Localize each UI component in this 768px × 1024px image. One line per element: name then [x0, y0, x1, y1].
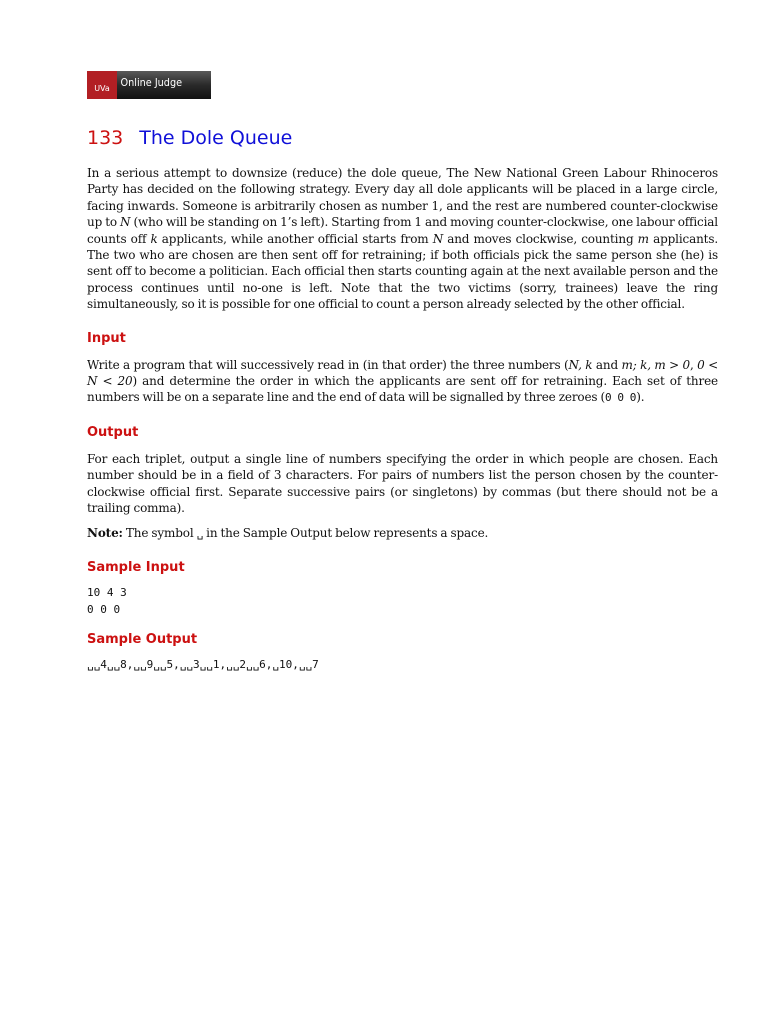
problem-body — [87, 165, 718, 673]
problem-number: 133 — [87, 127, 124, 149]
sample-input-block: 10 4 3 0 0 0 — [87, 585, 127, 616]
problem-name: The Dole Queue — [139, 127, 293, 149]
input-paragraph: Write a program that will successively read in (in that order) the three numbers (N, k and m; k, m > 0, 0 < N < 20) and determine the order in which the applicants are sent off for retraining. Each set of three numbers will be on a separate line and the end of data will be signalled by three zeroes (0 0 0). — [87, 357, 718, 405]
sample-output-heading: Sample Output — [87, 631, 198, 647]
note-paragraph: Note: The symbol ␣ in the Sample Output below represents a space. — [87, 525, 489, 540]
logo-text: Online Judge — [120, 75, 183, 89]
online-judge-logo — [87, 71, 211, 99]
problem-title — [87, 127, 292, 149]
output-heading: Output — [87, 424, 139, 440]
output-paragraph: For each triplet, output a single line of numbers specifying the order in which people are chosen. Each number should be in a field of 3 characters. For pairs of numbers list the person chosen by the counter-clockwise official first. Separate successive pairs (or singletons) by commas (but there should not be a trailing comma). — [87, 451, 718, 516]
sample-output-block: ␣␣4␣␣8,␣␣9␣␣5,␣␣3␣␣1,␣␣2␣␣6,␣10,␣␣7 — [87, 657, 319, 671]
uva-badge: UVa — [87, 71, 117, 99]
intro-paragraph: In a serious attempt to downsize (reduce) the dole queue, The New National Green Labour Rhinoceros Party has decided on the following strategy. Every day all dole applicants will be placed in a large circle, facing inwards. Someone is arbitrarily chosen as number 1, and the rest are numbered counter-clockwise up to N (who will be standing on 1’s left). Starting from 1 and moving counter-clockwise, one labour official counts off k applicants, while another official starts from N and moves clockwise, counting m applicants. The two who are chosen are then sent off for retraining; if both officials pick the same person she (he) is sent off to become a politician. Each official then starts counting again at the next available person and the process continues until no-one is left. Note that the two victims (sorry, trainees) leave the ring simultaneously, so it is possible for one official to count a person already selected by the other official. — [87, 166, 719, 312]
sample-input-heading: Sample Input — [87, 559, 185, 575]
input-heading: Input — [87, 330, 126, 346]
